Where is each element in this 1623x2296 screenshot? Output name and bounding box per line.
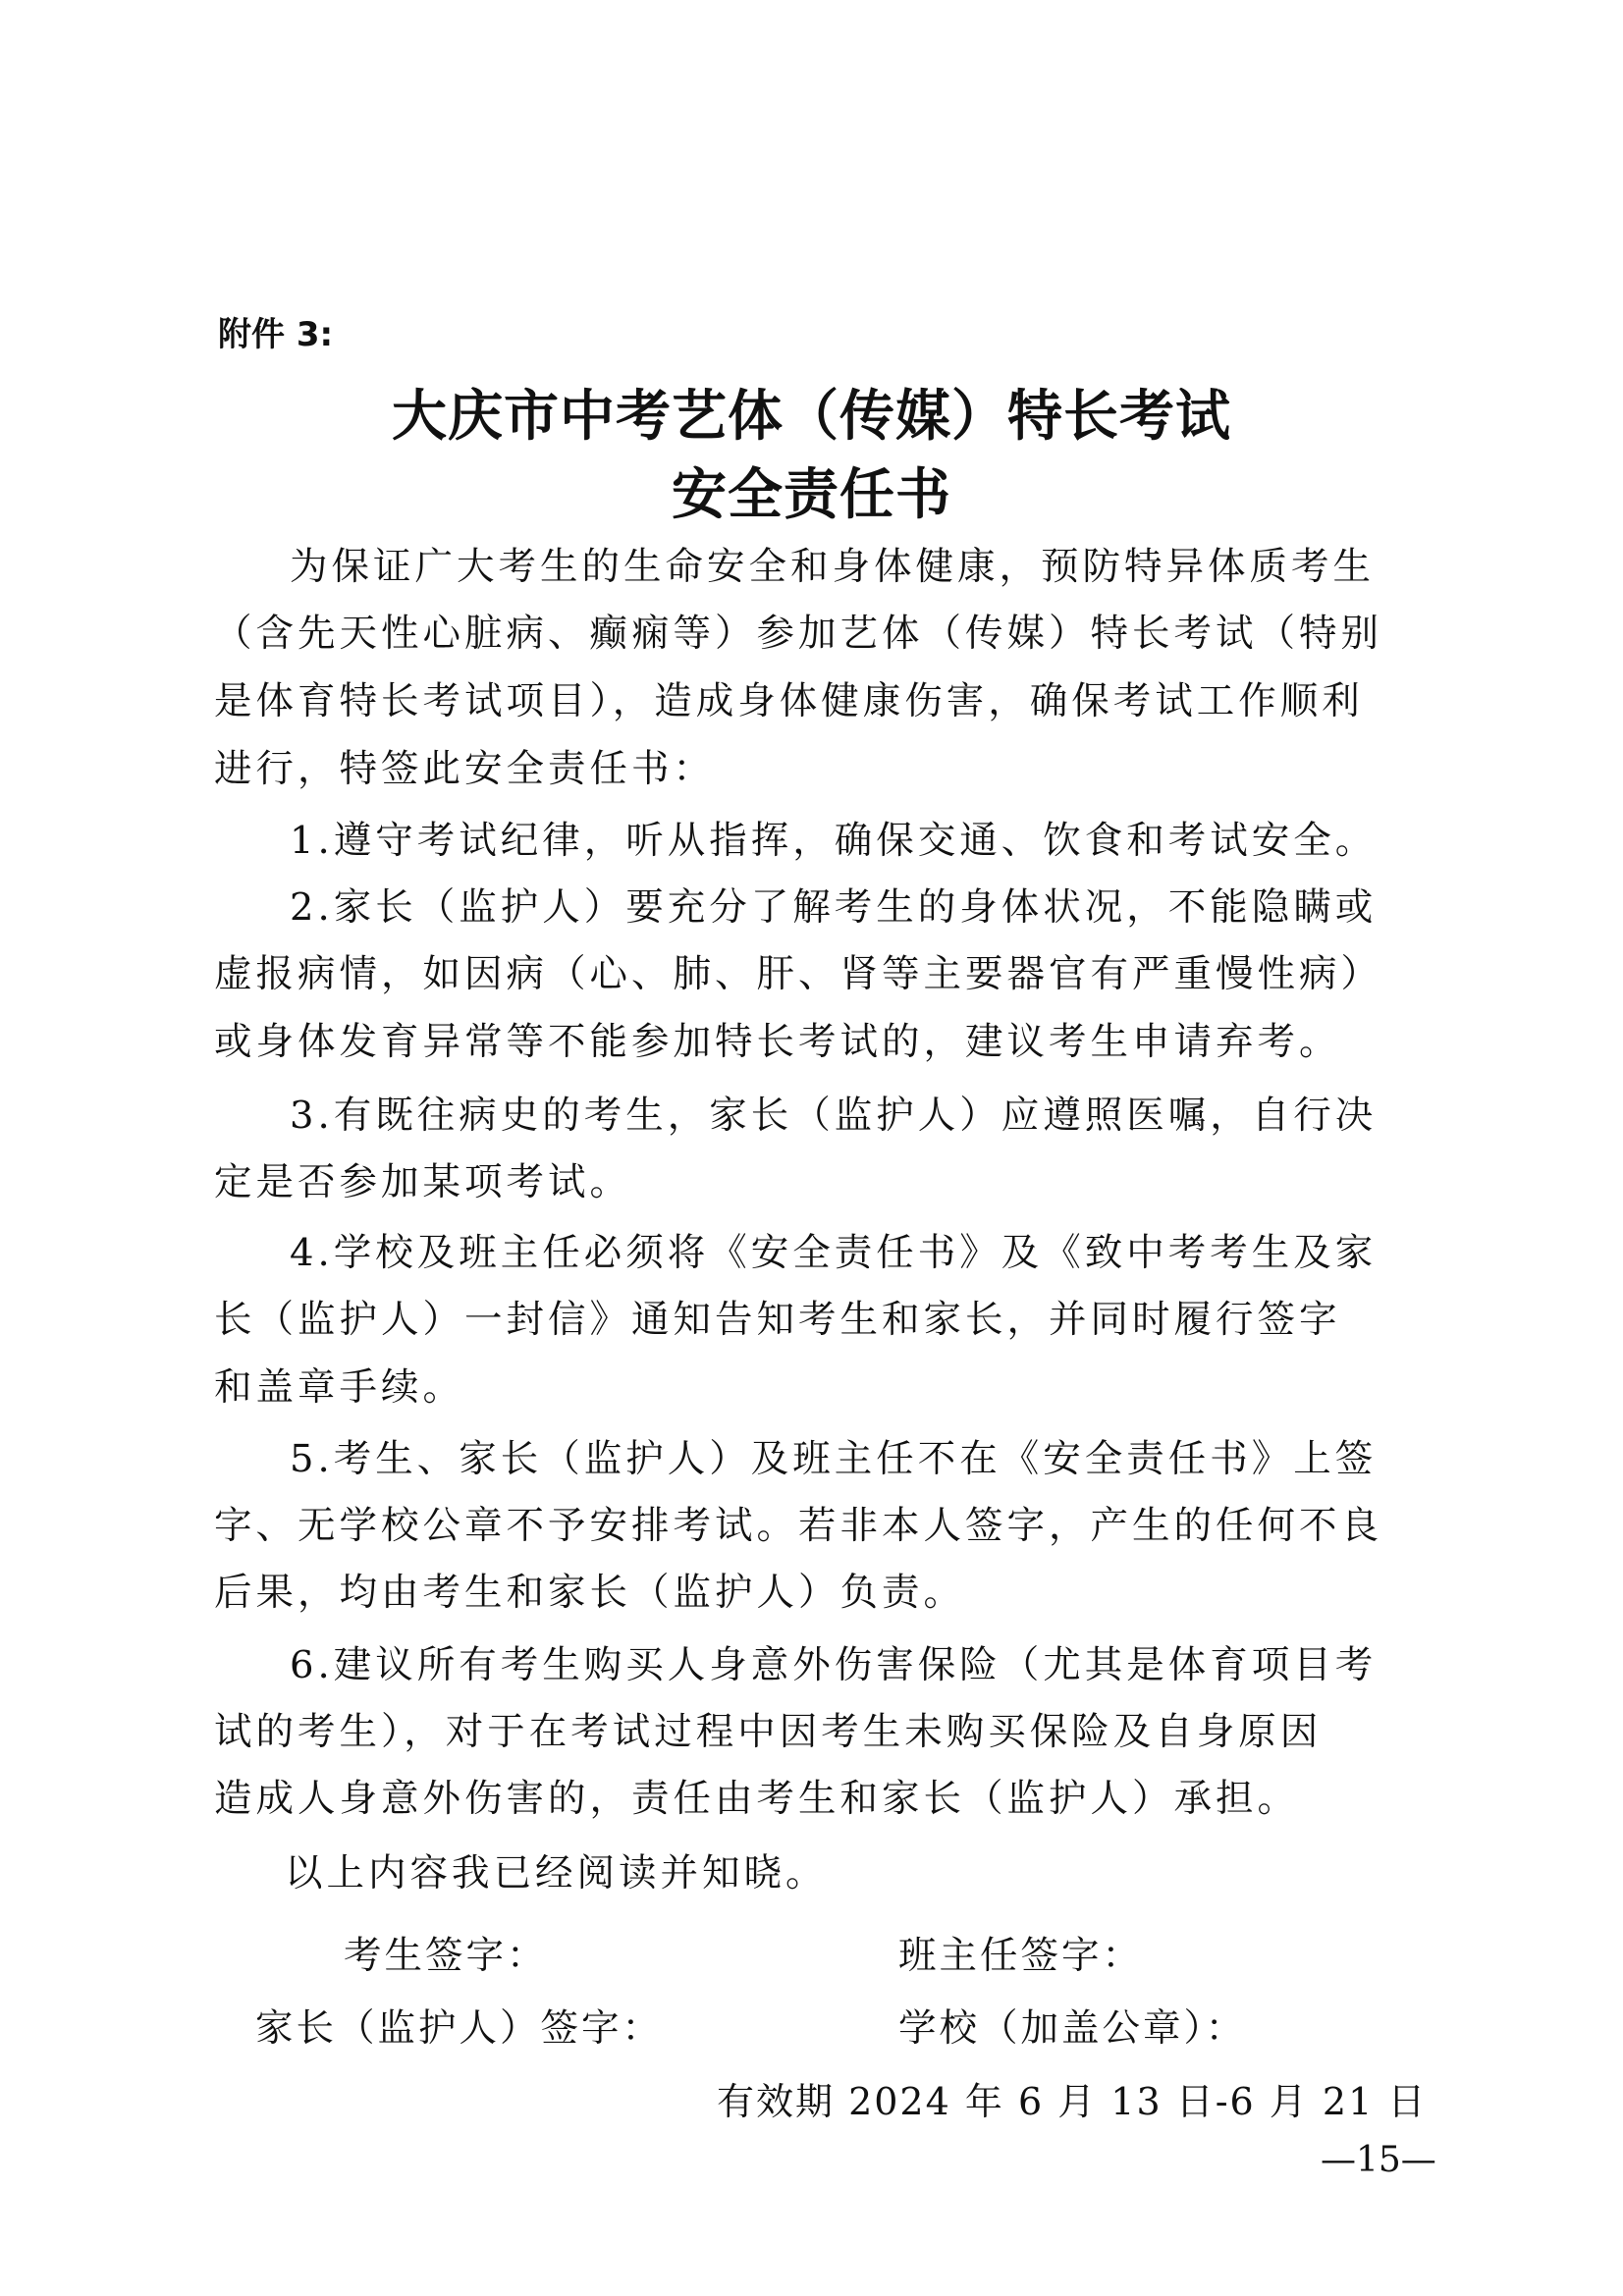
school-seal-label: 学校（加盖公章）： bbox=[898, 2006, 1247, 2051]
clause-1-line: 1.遵守考试纪律，听从指挥，确保交通、饮食和考试安全。 bbox=[290, 819, 1378, 863]
intro-line: 为保证广大考生的生命安全和身体健康，预防特异体质考生 bbox=[290, 545, 1376, 589]
clause-4-line: 长（监护人）一封信》通知告知考生和家长，并同时履行签字 bbox=[214, 1298, 1341, 1342]
clause-6-line: 造成人身意外伤害的，责任由考生和家长（监护人）承担。 bbox=[214, 1777, 1300, 1821]
clause-6-line: 6.建议所有考生购买人身意外伤害保险（尤其是体育项目考 bbox=[290, 1643, 1378, 1687]
clause-5-line: 5.考生、家长（监护人）及班主任不在《安全责任书》上签 bbox=[290, 1437, 1378, 1481]
student-signature-label: 考生签字： bbox=[344, 1934, 548, 1978]
clause-2-line: 2.家长（监护人）要充分了解考生的身体状况，不能隐瞒或 bbox=[290, 885, 1378, 930]
document-subtitle: 安全责任书 bbox=[672, 463, 951, 527]
clause-6-line: 试的考生），对于在考试过程中因考生未购买保险及自身原因 bbox=[214, 1710, 1323, 1754]
attachment-label: 附件 3: bbox=[218, 315, 334, 354]
parent-signature-label: 家长（监护人）签字： bbox=[255, 2006, 664, 2051]
clause-3-line: 3.有既往病史的考生，家长（监护人）应遵照医嘱，自行决 bbox=[290, 1094, 1378, 1138]
intro-line: 是体育特长考试项目），造成身体健康伤害，确保考试工作顺利 bbox=[214, 679, 1364, 723]
page-number: —15— bbox=[1321, 2140, 1436, 2180]
clause-5-line: 字、无学校公章不予安排考试。若非本人签字，产生的任何不良 bbox=[214, 1504, 1383, 1548]
document-title: 大庆市中考艺体（传媒）特长考试 bbox=[392, 385, 1231, 449]
validity-period: 有效期 2024 年 6 月 13 日-6 月 21 日 bbox=[717, 2080, 1428, 2123]
clause-4-line: 4.学校及班主任必须将《安全责任书》及《致中考考生及家 bbox=[290, 1231, 1378, 1275]
clause-5-line: 后果，均由考生和家长（监护人）负责。 bbox=[214, 1571, 966, 1615]
clause-4-line: 和盖章手续。 bbox=[214, 1365, 465, 1410]
intro-line: 进行，特签此安全责任书： bbox=[214, 747, 716, 791]
clause-3-line: 定是否参加某项考试。 bbox=[214, 1160, 632, 1204]
head-teacher-signature-label: 班主任签字： bbox=[898, 1934, 1144, 1978]
acknowledgement: 以上内容我已经阅读并知晓。 bbox=[285, 1851, 828, 1896]
clause-2-line: 虚报病情，如因病（心、肺、肝、肾等主要器官有严重慢性病） bbox=[214, 952, 1383, 996]
intro-line: （含先天性心脏病、癫痫等）参加艺体（传媒）特长考试（特别 bbox=[214, 612, 1383, 656]
clause-2-line: 或身体发育异常等不能参加特长考试的，建议考生申请弃考。 bbox=[214, 1020, 1341, 1064]
